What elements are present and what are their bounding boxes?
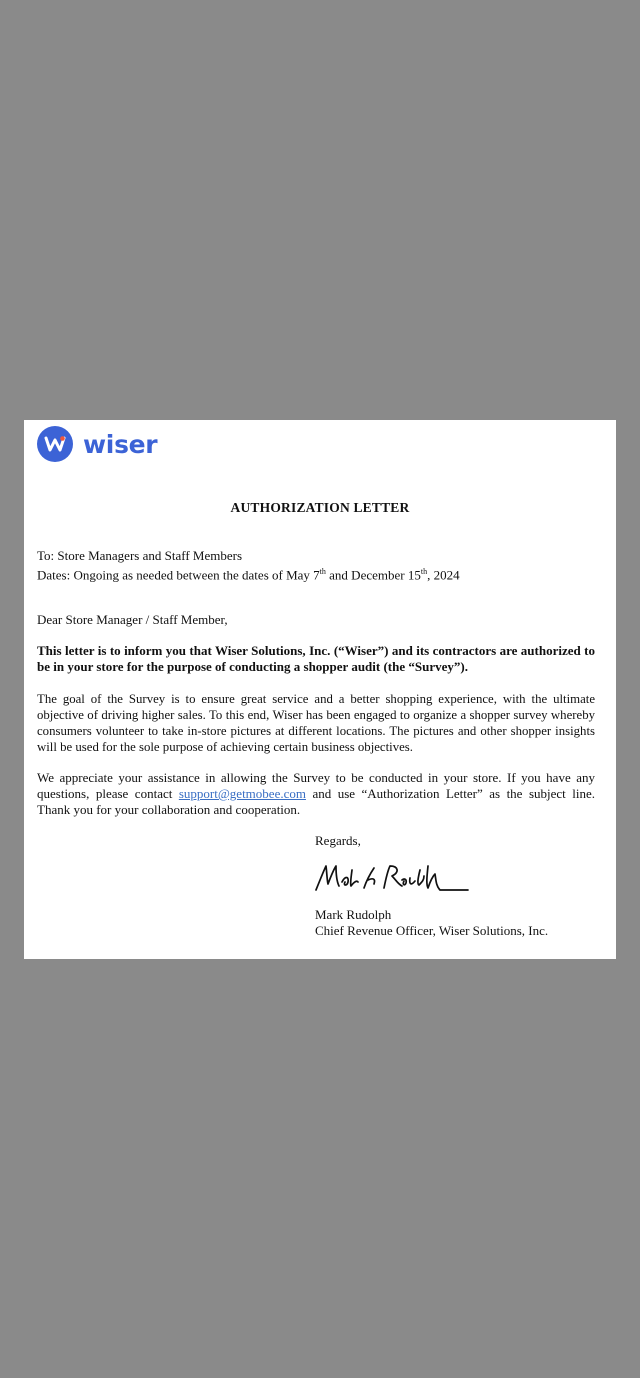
signature bbox=[312, 860, 472, 894]
dates-line: Dates: Ongoing as needed between the dates of May 7th and December 15th, 2024 bbox=[37, 567, 460, 583]
intro-paragraph: This letter is to inform you that Wiser Solutions, Inc. (“Wiser”) and its contractors are authorized to be in your store for the purpose of conducting a shopper audit (the “Survey”). bbox=[37, 643, 595, 674]
wiser-logo-text: wiser bbox=[83, 429, 158, 459]
signer-name: Mark Rudolph bbox=[315, 907, 392, 922]
wiser-logo-icon bbox=[37, 426, 73, 462]
authorization-letter bbox=[24, 420, 616, 959]
greeting: Dear Store Manager / Staff Member, bbox=[37, 612, 228, 627]
signer-block bbox=[315, 907, 548, 939]
support-email-link[interactable]: support@getmobee.com bbox=[178, 786, 306, 801]
thanks-paragraph: We appreciate your assistance in allowing the Survey to be conducted in your store. If you have any questions, please contact support@getmobee.com and use “Authorization Letter” as the subject line. Thank you for your collaboration and cooperation. bbox=[37, 770, 595, 817]
to-line: To: Store Managers and Staff Members bbox=[37, 548, 242, 563]
letter-title: AUTHORIZATION LETTER bbox=[230, 500, 410, 515]
signer-title: Chief Revenue Officer, Wiser Solutions, Inc. bbox=[315, 923, 549, 938]
wiser-logo bbox=[37, 426, 157, 462]
recipient-block bbox=[37, 548, 595, 583]
goal-paragraph: The goal of the Survey is to ensure great service and a better shopping experience, with the ultimate objective of driving higher sales. To this end, Wiser has been engaged to organize a shopper survey whereby consumers volunteer to take in-store pictures at different locations. The pictures and other shopper insights will be used for the sole purpose of achieving certain business objectives. bbox=[37, 692, 595, 754]
closing: Regards, bbox=[315, 833, 361, 848]
